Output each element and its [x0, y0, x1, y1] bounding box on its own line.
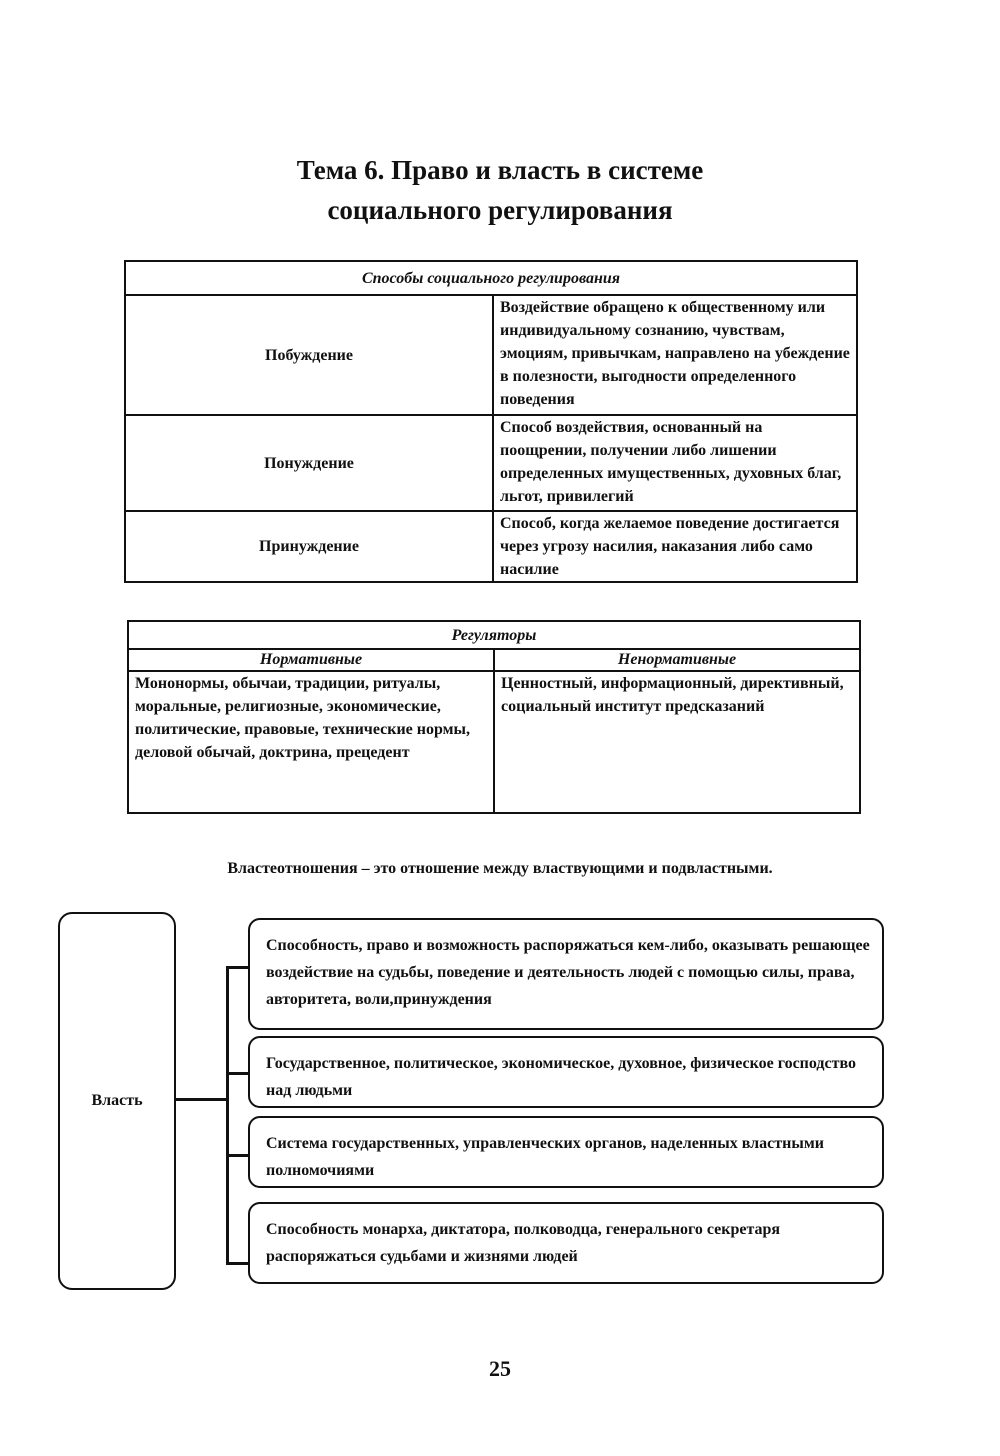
table-row — [125, 415, 857, 511]
connector-branch-3 — [226, 1154, 250, 1157]
power-definition-box-3 — [248, 1116, 884, 1188]
page-number: 25 — [489, 1356, 511, 1381]
methods-table — [124, 260, 858, 583]
connector-branch-1 — [226, 966, 250, 969]
method-description: Способ воздействия, основанный на поощрении, получении либо лишении определенных имущественных, духовных благ, льгот, привилегий — [493, 415, 857, 511]
page-title — [0, 150, 1000, 230]
table-row — [128, 671, 860, 813]
definition-text: – это отношение между властвующими и подвластными. — [357, 860, 773, 877]
method-name: Побуждение — [125, 295, 493, 415]
page-title-line-2: социального регулирования — [327, 195, 673, 225]
power-definition-text: Способность, право и возможность распоряжаться кем-либо, оказывать решающее воздействие на судьбы, поведение и деятельность людей с помощью силы, права, авторитета, воли,принуждения — [266, 937, 870, 1008]
power-definition-box-1 — [248, 918, 884, 1030]
definition-term: Властеотношения — [227, 860, 358, 877]
non-normative-content: Ценностный, информационный, директивный, социальный институт предсказаний — [494, 671, 860, 813]
power-definition-box-4 — [248, 1202, 884, 1284]
regulators-table-caption: Регуляторы — [128, 621, 860, 649]
methods-table-caption: Способы социального регулирования — [125, 261, 857, 295]
power-definition-text: Государственное, политическое, экономическое, духовное, физическое господство над людьми — [266, 1055, 857, 1099]
connector-horizontal-root — [176, 1098, 228, 1101]
table-row — [125, 511, 857, 582]
page-title-line-1: Тема 6. Право и власть в системе — [296, 155, 704, 185]
normative-content: Мононормы, обычаи, традиции, ритуалы, моральные, религиозные, экономические, политические, правовые, технические нормы, деловой обычай, доктрина, прецедент — [128, 671, 494, 813]
power-definition-text: Система государственных, управленческих органов, наделенных властными полномочиями — [266, 1135, 824, 1179]
normative-header: Нормативные — [128, 649, 494, 671]
method-name: Принуждение — [125, 511, 493, 582]
method-description: Способ, когда желаемое поведение достигается через угрозу насилия, наказания либо само насилие — [493, 511, 857, 582]
non-normative-header: Ненормативные — [494, 649, 860, 671]
power-definition-box-2 — [248, 1036, 884, 1108]
power-root-box — [58, 912, 176, 1290]
connector-branch-2 — [226, 1072, 250, 1075]
connector-branch-4 — [226, 1262, 250, 1265]
method-name: Понуждение — [125, 415, 493, 511]
regulators-table — [127, 620, 861, 814]
table-row — [125, 295, 857, 415]
definition — [0, 860, 1000, 878]
connector-vertical-trunk — [226, 966, 229, 1264]
power-root-label: Власть — [91, 1092, 143, 1109]
power-definition-text: Способность монарха, диктатора, полководца, генерального секретаря распоряжаться судьбами и жизнями людей — [266, 1221, 781, 1265]
method-description: Воздействие обращено к общественному или индивидуальному сознанию, чувствам, эмоциям, привычкам, направлено на убеждение в полезности, выгодности определенного поведения — [493, 295, 857, 415]
